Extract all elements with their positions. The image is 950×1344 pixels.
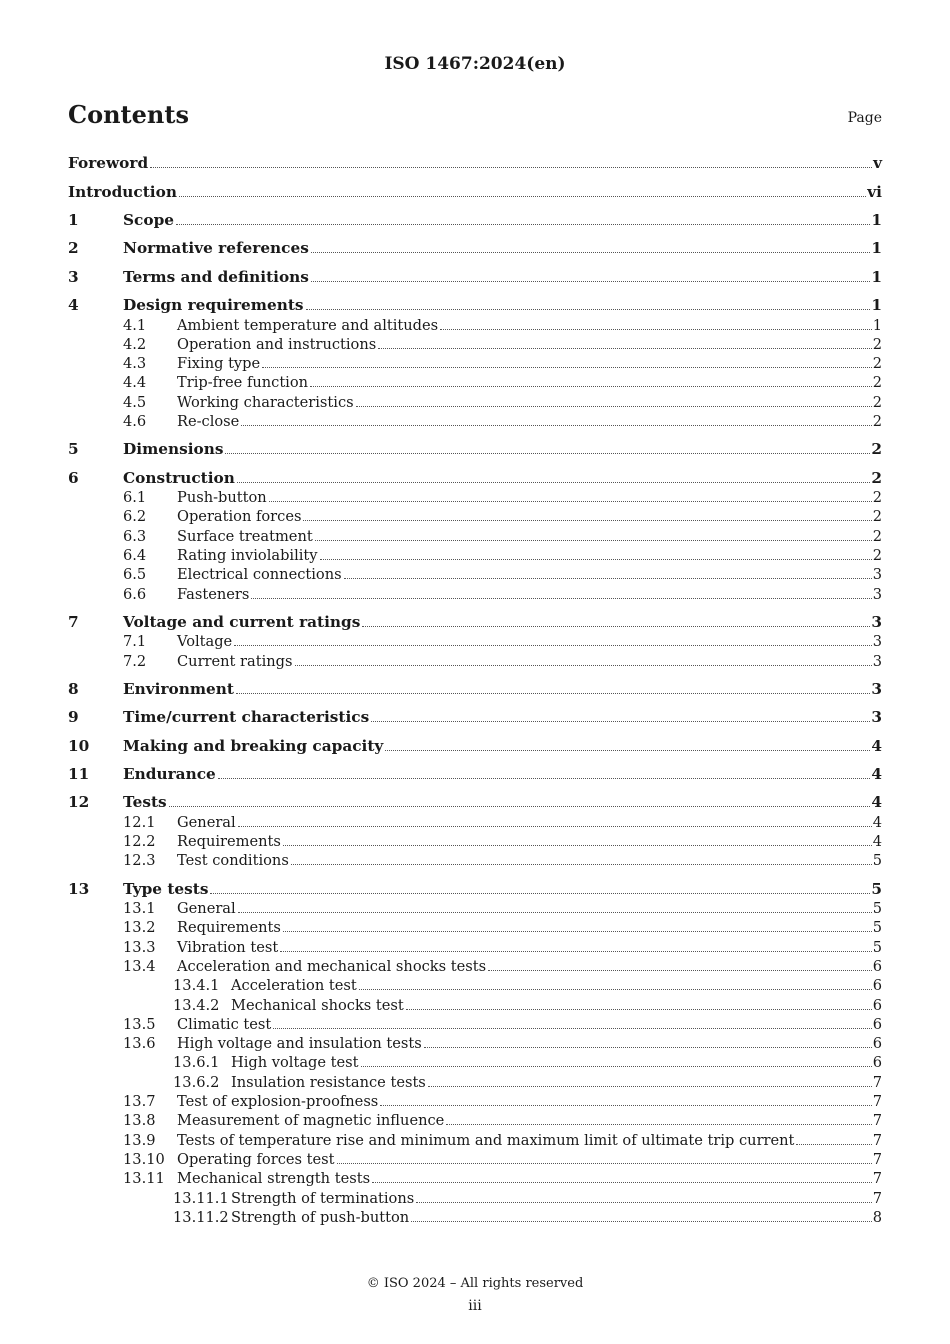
toc-title[interactable]: Foreword bbox=[68, 154, 149, 172]
toc-entry[interactable] bbox=[0, 239, 950, 258]
dot-leader bbox=[237, 482, 870, 483]
toc-section-number: 7.1 bbox=[123, 633, 147, 650]
toc-section-number: 13.6.1 bbox=[173, 1054, 220, 1071]
toc-section-number: 1 bbox=[68, 211, 79, 229]
toc-section-number: 4.4 bbox=[123, 374, 147, 391]
toc-page-number: 7 bbox=[872, 1074, 882, 1091]
dot-leader bbox=[225, 453, 870, 454]
toc-entry[interactable] bbox=[0, 268, 950, 287]
toc-title[interactable]: Introduction bbox=[68, 183, 177, 201]
dot-leader bbox=[283, 845, 872, 846]
toc-entry[interactable] bbox=[0, 373, 950, 392]
toc-section-number: 12.3 bbox=[123, 852, 156, 869]
dot-leader bbox=[320, 559, 872, 560]
dot-leader bbox=[411, 1221, 872, 1222]
toc-entry[interactable] bbox=[0, 335, 950, 354]
contents-heading: Contents bbox=[68, 100, 189, 129]
toc-entry[interactable] bbox=[0, 652, 950, 671]
toc-entry[interactable] bbox=[0, 613, 950, 632]
dot-leader bbox=[169, 806, 871, 807]
toc-page-number: 8 bbox=[872, 1209, 882, 1226]
toc-page-number: 2 bbox=[872, 547, 882, 564]
toc-section-number: 11 bbox=[68, 765, 90, 783]
toc-page-number: 4 bbox=[871, 765, 882, 783]
dot-leader bbox=[179, 196, 866, 197]
toc-entry[interactable] bbox=[0, 976, 950, 995]
toc-section-number: 13.10 bbox=[123, 1151, 165, 1168]
toc-title[interactable]: Acceleration test bbox=[231, 977, 357, 994]
dot-leader bbox=[315, 540, 872, 541]
copyright-footer: © ISO 2024 – All rights reserved bbox=[366, 1276, 584, 1291]
toc-entry[interactable] bbox=[0, 765, 950, 784]
dot-leader bbox=[251, 598, 871, 599]
toc-title[interactable]: Time/current characteristics bbox=[123, 708, 370, 726]
toc-page-number: 3 bbox=[872, 586, 882, 603]
toc-title[interactable]: Strength of push-button bbox=[231, 1209, 410, 1226]
toc-title[interactable]: Type tests bbox=[123, 880, 209, 898]
dot-leader bbox=[236, 693, 870, 694]
toc-title[interactable]: Surface treatment bbox=[177, 528, 313, 545]
toc-title[interactable]: Push-button bbox=[177, 489, 267, 506]
toc-entry[interactable] bbox=[0, 507, 950, 526]
toc-entry[interactable] bbox=[0, 412, 950, 431]
page-number: iii bbox=[468, 1298, 482, 1314]
toc-section-number: 4.6 bbox=[123, 413, 147, 430]
toc-section-number: 13.11.1 bbox=[173, 1190, 229, 1207]
toc-entry[interactable] bbox=[0, 1150, 950, 1169]
toc-page-number: vi bbox=[867, 183, 882, 201]
toc-section-number: 13.4.2 bbox=[173, 997, 220, 1014]
toc-entry[interactable] bbox=[0, 793, 950, 812]
toc-page-number: 1 bbox=[872, 317, 882, 334]
dot-leader bbox=[269, 501, 872, 502]
toc-title[interactable]: Acceleration and mechanical shocks tests bbox=[177, 958, 487, 975]
dot-leader bbox=[440, 329, 872, 330]
toc-page-number: 3 bbox=[872, 566, 882, 583]
toc-page-number: 5 bbox=[871, 880, 882, 898]
toc-page-number: 7 bbox=[872, 1151, 882, 1168]
toc-page-number: 7 bbox=[872, 1190, 882, 1207]
toc-page-number: 1 bbox=[871, 296, 882, 314]
toc-entry[interactable] bbox=[0, 393, 950, 412]
toc-page-number: 1 bbox=[871, 268, 882, 286]
toc-title[interactable]: Tests of temperature rise and minimum and maximum limit of ultimate trip current bbox=[177, 1132, 795, 1149]
toc-page-number: 7 bbox=[872, 1112, 882, 1129]
dot-leader bbox=[306, 309, 871, 310]
toc-section-number: 8 bbox=[68, 680, 79, 698]
toc-title[interactable]: Voltage bbox=[177, 633, 233, 650]
toc-page-number: 2 bbox=[872, 508, 882, 525]
toc-page-number: 6 bbox=[872, 1016, 882, 1033]
dot-leader bbox=[416, 1202, 871, 1203]
toc-title[interactable]: Design requirements bbox=[123, 296, 304, 314]
toc-page-number: 4 bbox=[872, 833, 882, 850]
toc-section-number: 4.5 bbox=[123, 394, 147, 411]
toc-entry[interactable] bbox=[0, 938, 950, 957]
toc-page-number: 2 bbox=[872, 413, 882, 430]
toc-section-number: 10 bbox=[68, 737, 90, 755]
toc-title[interactable]: Endurance bbox=[123, 765, 216, 783]
toc-page-number: 2 bbox=[871, 440, 882, 458]
toc-section-number: 13.6 bbox=[123, 1035, 156, 1052]
toc-title[interactable]: Fixing type bbox=[177, 355, 261, 372]
toc-page-number: 6 bbox=[872, 977, 882, 994]
toc-entry[interactable] bbox=[0, 957, 950, 976]
toc-title[interactable]: Making and breaking capacity bbox=[123, 737, 384, 755]
toc-title[interactable]: Working characteristics bbox=[177, 394, 354, 411]
dot-leader bbox=[291, 864, 872, 865]
dot-leader bbox=[310, 386, 872, 387]
toc-title[interactable]: Voltage and current ratings bbox=[123, 613, 361, 631]
toc-page-number: 2 bbox=[872, 336, 882, 353]
toc-entry[interactable] bbox=[0, 440, 950, 459]
toc-section-number: 12.1 bbox=[123, 814, 156, 831]
dot-leader bbox=[337, 1163, 872, 1164]
toc-entry[interactable] bbox=[0, 565, 950, 584]
dot-leader bbox=[356, 406, 872, 407]
toc-title[interactable]: Requirements bbox=[177, 919, 281, 936]
dot-leader bbox=[238, 826, 872, 827]
dot-leader bbox=[241, 425, 871, 426]
toc-entry[interactable] bbox=[0, 832, 950, 851]
toc-page-number: 2 bbox=[872, 489, 882, 506]
toc-title[interactable]: Ambient temperature and altitudes bbox=[177, 317, 439, 334]
toc-entry[interactable] bbox=[0, 1169, 950, 1188]
toc-entry[interactable] bbox=[0, 1092, 950, 1111]
toc-entry[interactable] bbox=[0, 296, 950, 315]
dot-leader bbox=[380, 1105, 871, 1106]
dot-leader bbox=[362, 626, 870, 627]
toc-page-number: v bbox=[873, 154, 882, 172]
toc-page-number: 1 bbox=[871, 239, 882, 257]
toc-title[interactable]: Dimensions bbox=[123, 440, 224, 458]
dot-leader bbox=[359, 989, 872, 990]
toc-title[interactable]: Tests bbox=[123, 793, 167, 811]
toc-section-number: 7 bbox=[68, 613, 79, 631]
dot-leader bbox=[176, 224, 870, 225]
toc-entry[interactable] bbox=[0, 183, 950, 202]
toc-section-number: 4.3 bbox=[123, 355, 147, 372]
toc-title[interactable]: Test of explosion-proofness bbox=[177, 1093, 379, 1110]
toc-entry[interactable] bbox=[0, 737, 950, 756]
toc-section-number: 13.11 bbox=[123, 1170, 165, 1187]
dot-leader bbox=[385, 750, 870, 751]
toc-title[interactable]: Measurement of magnetic influence bbox=[177, 1112, 445, 1129]
toc-entry[interactable] bbox=[0, 354, 950, 373]
toc-entry[interactable] bbox=[0, 1111, 950, 1130]
dot-leader bbox=[150, 167, 872, 168]
toc-section-number: 4.2 bbox=[123, 336, 147, 353]
toc-page-number: 7 bbox=[872, 1093, 882, 1110]
toc-page-number: 4 bbox=[871, 737, 882, 755]
toc-section-number: 6.1 bbox=[123, 489, 147, 506]
toc-title[interactable]: Operation and instructions bbox=[177, 336, 377, 353]
toc-page-number: 2 bbox=[872, 374, 882, 391]
toc-entry[interactable] bbox=[0, 488, 950, 507]
toc-section-number: 4.1 bbox=[123, 317, 147, 334]
toc-entry[interactable] bbox=[0, 316, 950, 335]
toc-title[interactable]: Re-close bbox=[177, 413, 240, 430]
toc-title[interactable]: Terms and definitions bbox=[123, 268, 309, 286]
dot-leader bbox=[273, 1028, 871, 1029]
toc-entry[interactable] bbox=[0, 546, 950, 565]
dot-leader bbox=[234, 645, 872, 646]
toc-entry[interactable] bbox=[0, 1015, 950, 1034]
toc-page-number: 6 bbox=[872, 997, 882, 1014]
toc-section-number: 13.7 bbox=[123, 1093, 156, 1110]
toc-section-number: 13.4.1 bbox=[173, 977, 220, 994]
toc-title[interactable]: Rating inviolability bbox=[177, 547, 318, 564]
toc-entry[interactable] bbox=[0, 632, 950, 651]
toc-page-number: 3 bbox=[872, 653, 882, 670]
toc-page-number: 5 bbox=[872, 852, 882, 869]
dot-leader bbox=[218, 778, 871, 779]
toc-page-number: 7 bbox=[872, 1170, 882, 1187]
dot-leader bbox=[295, 665, 872, 666]
toc-entry[interactable] bbox=[0, 680, 950, 699]
toc-section-number: 2 bbox=[68, 239, 79, 257]
toc-page-number: 3 bbox=[871, 708, 882, 726]
toc-entry[interactable] bbox=[0, 1034, 950, 1053]
toc-entry[interactable] bbox=[0, 154, 950, 173]
toc-section-number: 3 bbox=[68, 268, 79, 286]
dot-leader bbox=[796, 1144, 871, 1145]
toc-title[interactable]: Operating forces test bbox=[177, 1151, 335, 1168]
dot-leader bbox=[210, 893, 870, 894]
dot-leader bbox=[238, 912, 872, 913]
toc-section-number: 12.2 bbox=[123, 833, 156, 850]
toc-title[interactable]: General bbox=[177, 900, 236, 917]
dot-leader bbox=[378, 348, 871, 349]
dot-leader bbox=[424, 1047, 872, 1048]
dot-leader bbox=[428, 1086, 872, 1087]
toc-title[interactable]: High voltage test bbox=[231, 1054, 359, 1071]
toc-title[interactable]: Normative references bbox=[123, 239, 309, 257]
toc-page-number: 2 bbox=[871, 469, 882, 487]
toc-section-number: 5 bbox=[68, 440, 79, 458]
toc-page-number: 1 bbox=[871, 211, 882, 229]
dot-leader bbox=[311, 281, 870, 282]
dot-leader bbox=[446, 1124, 871, 1125]
toc-title[interactable]: High voltage and insulation tests bbox=[177, 1035, 422, 1052]
toc-section-number: 13.2 bbox=[123, 919, 156, 936]
toc-title[interactable]: Scope bbox=[123, 211, 174, 229]
toc-section-number: 6.4 bbox=[123, 547, 147, 564]
toc-title[interactable]: Requirements bbox=[177, 833, 281, 850]
toc-page-number: 5 bbox=[872, 919, 882, 936]
toc-entry[interactable] bbox=[0, 585, 950, 604]
toc-title[interactable]: Fasteners bbox=[177, 586, 250, 603]
toc-entry[interactable] bbox=[0, 899, 950, 918]
toc-section-number: 4 bbox=[68, 296, 79, 314]
toc-entry[interactable] bbox=[0, 1073, 950, 1092]
toc-page-number: 3 bbox=[871, 680, 882, 698]
dot-leader bbox=[406, 1009, 872, 1010]
toc-title[interactable]: Current ratings bbox=[177, 653, 293, 670]
toc-section-number: 13 bbox=[68, 880, 90, 898]
toc-section-number: 6.3 bbox=[123, 528, 147, 545]
toc-section-number: 13.6.2 bbox=[173, 1074, 220, 1091]
dot-leader bbox=[280, 951, 872, 952]
dot-leader bbox=[303, 520, 871, 521]
toc-page-number: 4 bbox=[871, 793, 882, 811]
toc-section-number: 6 bbox=[68, 469, 79, 487]
toc-entry[interactable] bbox=[0, 813, 950, 832]
dot-leader bbox=[372, 1182, 872, 1183]
toc-entry[interactable] bbox=[0, 1131, 950, 1150]
toc-page-number: 6 bbox=[872, 1054, 882, 1071]
toc-entry[interactable] bbox=[0, 1189, 950, 1208]
toc-title[interactable]: Strength of terminations bbox=[231, 1190, 415, 1207]
toc-page-number: 2 bbox=[872, 394, 882, 411]
toc-entry[interactable] bbox=[0, 996, 950, 1015]
toc-title[interactable]: Environment bbox=[123, 680, 234, 698]
toc-entry[interactable] bbox=[0, 1208, 950, 1227]
toc-title[interactable]: Electrical connections bbox=[177, 566, 342, 583]
toc-page-number: 5 bbox=[872, 900, 882, 917]
toc-section-number: 13.11.2 bbox=[173, 1209, 229, 1226]
toc-title[interactable]: Mechanical shocks test bbox=[231, 997, 404, 1014]
toc-section-number: 6.6 bbox=[123, 586, 147, 603]
toc-section-number: 6.5 bbox=[123, 566, 147, 583]
dot-leader bbox=[371, 721, 870, 722]
dot-leader bbox=[344, 578, 872, 579]
toc-entry[interactable] bbox=[0, 918, 950, 937]
toc-entry[interactable] bbox=[0, 469, 950, 488]
toc-title[interactable]: Mechanical strength tests bbox=[177, 1170, 371, 1187]
toc-entry[interactable] bbox=[0, 708, 950, 727]
toc-section-number: 13.1 bbox=[123, 900, 156, 917]
toc-page-number: 6 bbox=[872, 1035, 882, 1052]
dot-leader bbox=[283, 931, 872, 932]
toc-page-number: 7 bbox=[872, 1132, 882, 1149]
toc-section-number: 6.2 bbox=[123, 508, 147, 525]
toc-title[interactable]: Test conditions bbox=[177, 852, 289, 869]
toc-page-number: 4 bbox=[872, 814, 882, 831]
dot-leader bbox=[262, 367, 872, 368]
toc-entry[interactable] bbox=[0, 211, 950, 230]
toc-title[interactable]: Climatic test bbox=[177, 1016, 272, 1033]
toc-entry[interactable] bbox=[0, 1053, 950, 1072]
dot-leader bbox=[311, 252, 871, 253]
toc-page-number: 6 bbox=[872, 958, 882, 975]
toc-page-number: 2 bbox=[872, 355, 882, 372]
toc-title[interactable]: Operation forces bbox=[177, 508, 302, 525]
toc-section-number: 13.4 bbox=[123, 958, 156, 975]
toc-section-number: 9 bbox=[68, 708, 79, 726]
toc-section-number: 13.3 bbox=[123, 939, 156, 956]
toc-section-number: 13.5 bbox=[123, 1016, 156, 1033]
toc-page-number: 5 bbox=[872, 939, 882, 956]
dot-leader bbox=[361, 1066, 872, 1067]
toc-section-number: 12 bbox=[68, 793, 90, 811]
document-id-header: ISO 1467:2024(en) bbox=[384, 54, 566, 74]
dot-leader bbox=[488, 970, 872, 971]
toc-page-number: 3 bbox=[872, 633, 882, 650]
toc-title[interactable]: Trip-free function bbox=[177, 374, 309, 391]
toc-section-number: 13.8 bbox=[123, 1112, 156, 1129]
toc-title[interactable]: Insulation resistance tests bbox=[231, 1074, 426, 1091]
toc-section-number: 13.9 bbox=[123, 1132, 156, 1149]
toc-section-number: 7.2 bbox=[123, 653, 147, 670]
toc-page-number: 3 bbox=[871, 613, 882, 631]
toc-entry[interactable] bbox=[0, 851, 950, 870]
toc-entry[interactable] bbox=[0, 880, 950, 899]
toc-entry[interactable] bbox=[0, 527, 950, 546]
page-column-label: Page bbox=[847, 110, 882, 126]
toc-page-number: 2 bbox=[872, 528, 882, 545]
toc-title[interactable]: Vibration test bbox=[177, 939, 279, 956]
toc-title[interactable]: Construction bbox=[123, 469, 235, 487]
toc-title[interactable]: General bbox=[177, 814, 236, 831]
